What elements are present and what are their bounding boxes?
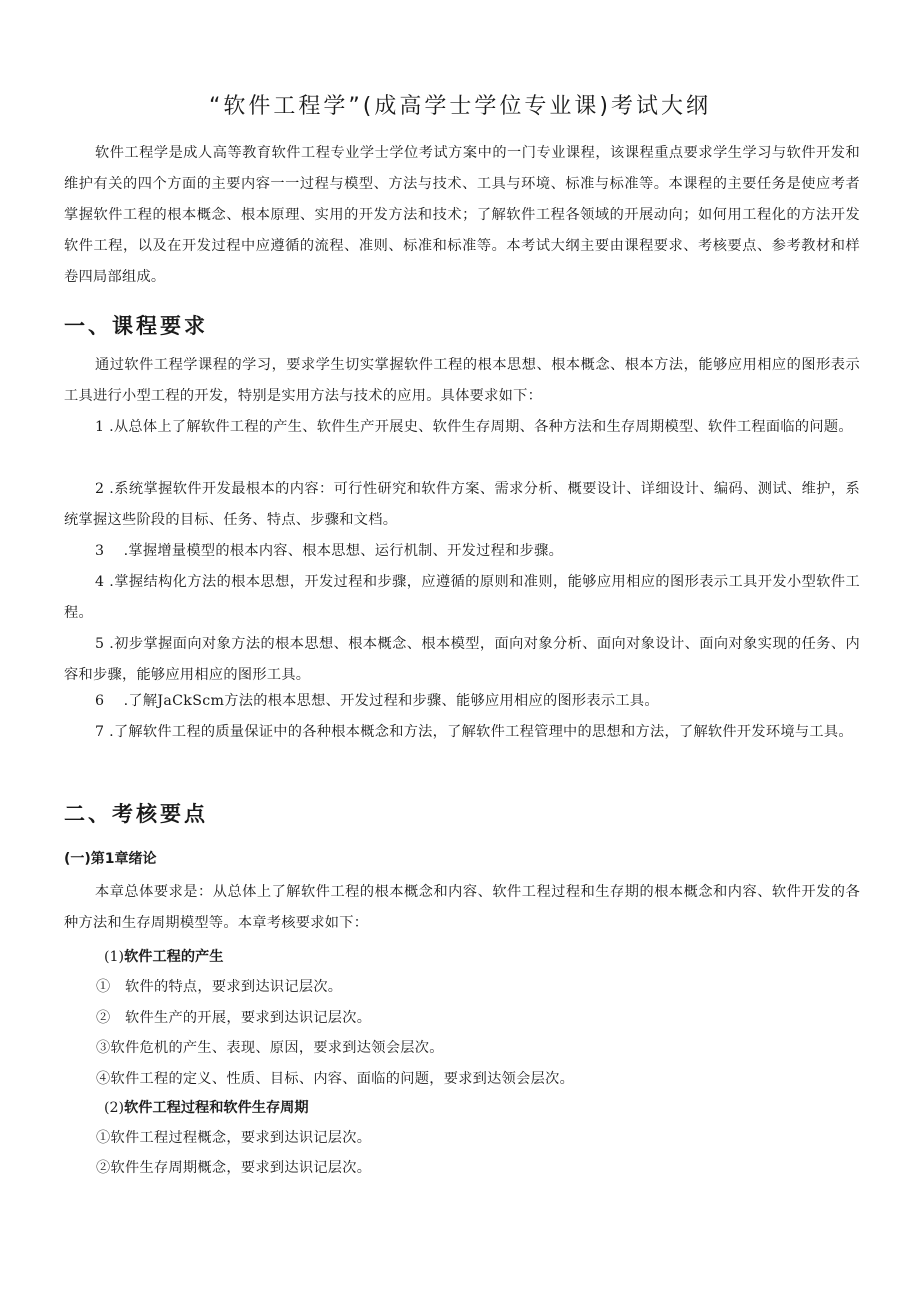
chapter1-intro: 本章总体要求是：从总体上了解软件工程的根本概念和内容、软件工程过程和生存期的根本概念和内容、软件开发的各种方法和生存周期模型等。本章考核要求如下： xyxy=(64,884,860,931)
document-title: “软件工程学”(成高学士学位专业课)考试大纲 xyxy=(209,93,711,119)
topic1-point-1: ① 软件的特点，要求到达识记层次。 xyxy=(96,979,343,995)
requirement-item-4: 4 .掌握结构化方法的根本思想，开发过程和步骤，应遵循的原则和准则，能够应用相应的图形表示工具开发小型软件工程。 xyxy=(64,574,860,621)
topic2-point-2: ②软件生存周期概念，要求到达识记层次。 xyxy=(96,1160,372,1176)
requirement-item-3: 3 .掌握增量模型的根本内容、根本思想、运行机制、开发过程和步骤。 xyxy=(95,543,564,559)
chapter1-heading: (一)第1章绪论 xyxy=(64,851,157,867)
topic1-point-2: ② 软件生产的开展，要求到达识记层次。 xyxy=(96,1010,372,1026)
requirement-item-6: 6 .了解JaCkScm方法的根本思想、开发过程和步骤、能够应用相应的图形表示工具。 xyxy=(95,693,659,709)
requirement-item-1: 1 .从总体上了解软件工程的产生、软件生产开展史、软件生存周期、各种方法和生存周期模型、软件工程面临的问题。 xyxy=(95,419,853,435)
requirement-item-5: 5 .初步掌握面向对象方法的根本思想、根本概念、根本模型，面向对象分析、面向对象设计、面向对象实现的任务、内容和步骤，能够应用相应的图形工具。 xyxy=(64,636,860,683)
section2-heading: 二、考核要点 xyxy=(64,802,208,826)
topic1-point-4: ④软件工程的定义、性质、目标、内容、面临的问题，要求到达领会层次。 xyxy=(96,1071,575,1087)
topic1-point-3: ③软件危机的产生、表现、原因，要求到达领会层次。 xyxy=(96,1040,444,1056)
topic1-title: 软件工程的产生 xyxy=(124,949,224,965)
topic2-number: (2) xyxy=(104,1100,125,1116)
topic2-heading xyxy=(104,1097,309,1117)
topic1-heading xyxy=(104,946,223,966)
topic2-point-1: ①软件工程过程概念，要求到达识记层次。 xyxy=(96,1130,372,1146)
section1-heading: 一、课程要求 xyxy=(64,314,208,338)
section1-intro: 通过软件工程学课程的学习，要求学生切实掌握软件工程的根本思想、根本概念、根本方法，能够应用相应的图形表示工具进行小型工程的开发，特别是实用方法与技术的应用。具体要求如下： xyxy=(64,357,860,404)
topic2-title: 软件工程过程和软件生存周期 xyxy=(124,1100,309,1116)
intro-paragraph: 软件工程学是成人高等教育软件工程专业学士学位考试方案中的一门专业课程，该课程重点要求学生学习与软件开发和维护有关的四个方面的主要内容一一过程与模型、方法与技术、工具与环境、标准与标准等。本课程的主要任务是使应考者掌握软件工程的根本概念、根本原理、实用的开发方法和技术；了解软件工程各领域的开展动向；如何用工程化的方法开发软件工程，以及在开发过程中应遵循的流程、准则、标准和标准等。本考试大纲主要由课程要求、考核要点、参考教材和样卷四局部组成。 xyxy=(64,145,860,285)
topic1-number: (1) xyxy=(104,949,125,965)
requirement-item-7: 7 .了解软件工程的质量保证中的各种根本概念和方法，了解软件工程管理中的思想和方法，了解软件开发环境与工具。 xyxy=(95,724,853,740)
requirement-item-2: 2 .系统掌握软件开发最根本的内容：可行性研究和软件方案、需求分析、概要设计、详细设计、编码、测试、维护，系统掌握这些阶段的目标、任务、特点、步骤和文档。 xyxy=(64,481,860,528)
